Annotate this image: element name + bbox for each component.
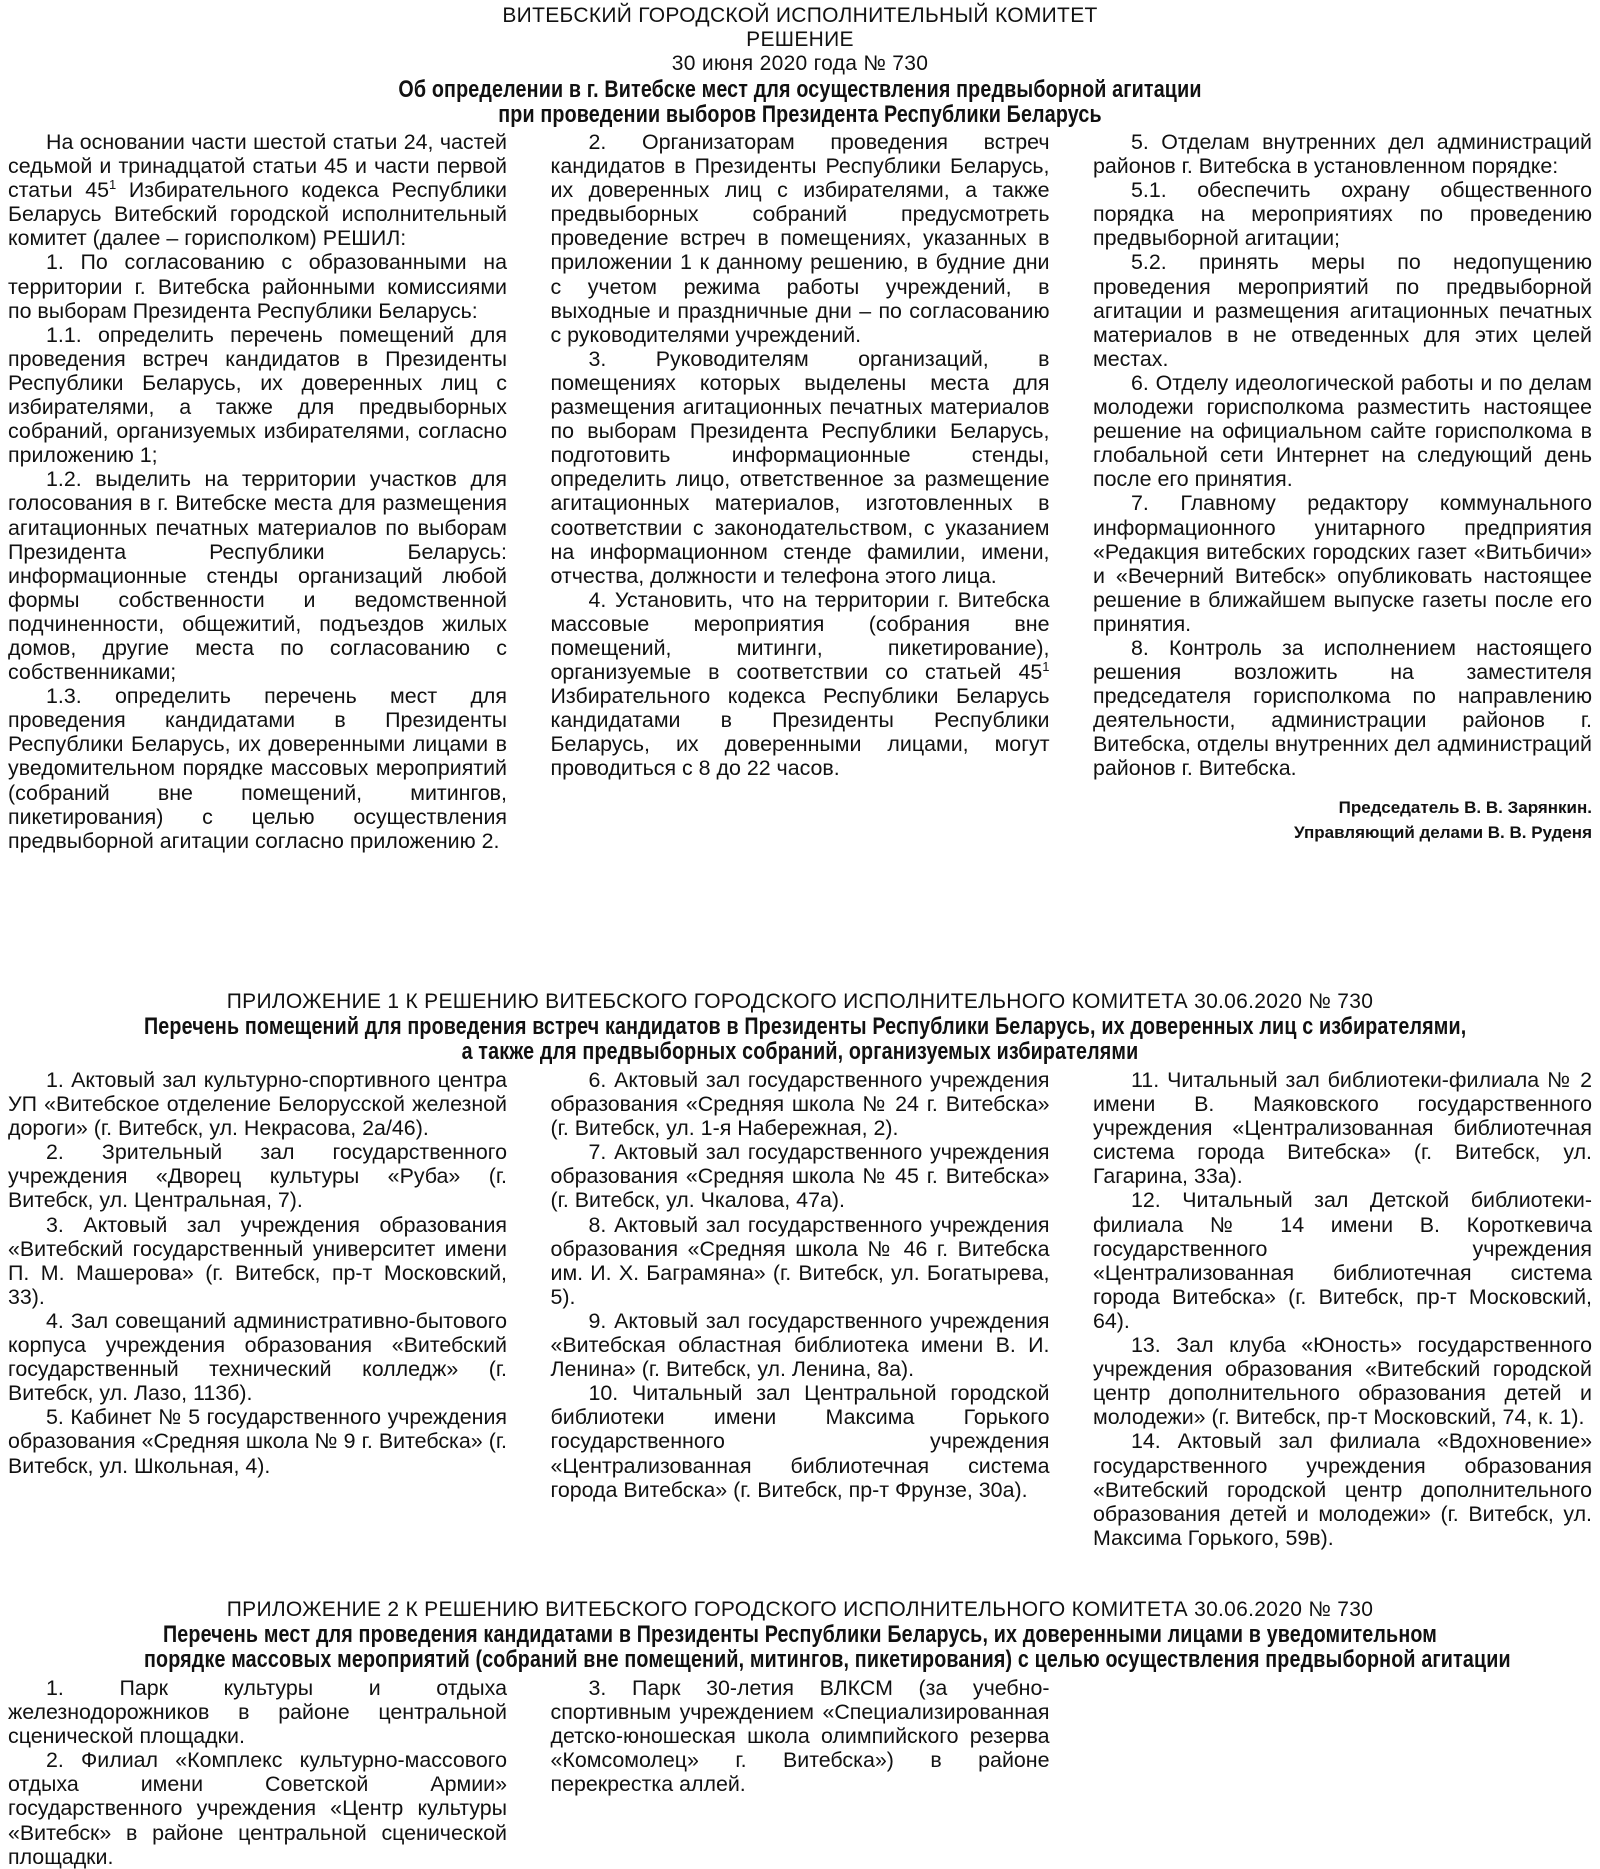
decision-title-line-2: при проведении выборов Президента Республики Беларусь (498, 101, 1102, 128)
list-item: 2. Филиал «Комплекс культурно-массового отдыха имени Советской Армии» государственного учреждения «Центр культуры «Витебск» в районе центральной сценической площадки. (8, 1748, 507, 1869)
decision-column-3 (1093, 130, 1592, 982)
list-item: 4. Зал совещаний административно-бытового корпуса учреждения образования «Витебский государственный технический колледж» (г. Витебск, ул. Лазо, 113б). (8, 1308, 507, 1406)
decision-item-4: 4. Установить, что на территории г. Витебска массовые мероприятия (собрания вне помещений, митинги, пикетирование), организуемые в соответствии со статьей $45^1$ Избирательного кодекса Республики Беларусь кандидатами в Президенты Республики Беларусь, их доверенными лицами, могут проводиться с 8 до 22 часов. (550, 587, 1050, 781)
list-item: 13. Зал клуба «Юность» государственного учреждения образования «Витебский городской центр дополнительного образования детей и молодежи» (г. Витебск, пр-т Московский, 74, к. 1). (1093, 1333, 1592, 1430)
appendix-1-title-line-2: а также для предвыборных собраний, организуемых избирателями (461, 1038, 1139, 1065)
list-item: 14. Актовый зал филиала «Вдохновение» государственного учреждения образования «Витебский городской центр дополнительного образования детей и молодежи» (г. Витебск, ул. Максима Горького, 59в). (1093, 1429, 1592, 1550)
appendix-2-header: ПРИЛОЖЕНИЕ 2 К РЕШЕНИЮ ВИТЕБСКОГО ГОРОДСКОГО ИСПОЛНИТЕЛЬНОГО КОМИТЕТА 30.06.2020 № 730 (226, 1598, 1374, 1621)
decision-column-1 (8, 130, 507, 982)
signature-chairman: Председатель В. В. Зарянкин. (1338, 797, 1592, 817)
list-item: 10. Читальный зал Центральной городской библиотеки имени Максима Горького государственного учреждения «Централизованная библиотечная система города Витебска» (г. Витебск, пр-т Фрунзе, 30а). (550, 1381, 1050, 1502)
list-item: 12. Читальный зал Детской библиотеки-филиала № 14 имени В. Короткевича государственного учреждения «Централизованная библиотечная система города Витебска» (г. Витебск, пр-т Московский, 64). (1093, 1188, 1592, 1333)
list-item: 1. Парк культуры и отдыха железнодорожников в районе центральной сценической площадки. (8, 1676, 507, 1749)
decision-column-2 (551, 130, 1050, 982)
decision-title-line-1: Об определении в г. Витебске мест для осуществления предвыборной агитации (398, 76, 1202, 103)
appendix-2-column-2 (551, 1676, 1050, 1832)
list-item: 6. Актовый зал государственного учреждения образования «Средняя школа № 24 г. Витебска» (г. Витебск, ул. 1-я Набережная, 2). (550, 1068, 1050, 1141)
decision-item-1: 1. По согласованию с образованными на территории г. Витебска районными комиссиями по выборам Президента Республики Беларусь: (8, 250, 507, 323)
decision-item-1-1: 1.1. определить перечень помещений для проведения встреч кандидатов в Президенты Республики Беларусь, их доверенных лиц с избирателями, а также для предвыборных собраний, организуемых избирателями, согласно приложению 1; (8, 322, 507, 468)
list-item: 9. Актовый зал государственного учреждения «Витебская областная библиотека имени В. И. Ленина» (г. Витебск, ул. Ленина, 8а). (550, 1308, 1050, 1382)
decision-header (0, 4, 1600, 76)
decision-body (8, 130, 1592, 982)
decision-item-3: 3. Руководителям организаций, в помещениях которых выделены места для размещения агитационных печатных материалов по выборам Президента Республики Беларусь, подготовить информационные стенды, определить лицо, ответственное за размещение агитационных материалов, изготовленных в соответствии с законодательством, с указанием на информационном стенде фамилии, имени, отчества, должности и телефона этого лица. (550, 346, 1050, 588)
decision-item-5-1: 5.1. обеспечить охрану общественного порядка на мероприятиях по проведению предвыборной агитации; (1093, 178, 1592, 251)
list-item: 7. Актовый зал государственного учреждения образования «Средняя школа № 45 г. Витебска» (г. Витебск, ул. Чкалова, 47а). (550, 1140, 1050, 1213)
signature-manager: Управляющий делами В. В. Руденя (1294, 822, 1592, 842)
decision-preamble: На основании части шестой статьи 24, частей седьмой и тринадцатой статьи 45 и части первой статьи $45^1$ Избирательного кодекса Республики Беларусь Витебский городской исполнительный комитет (далее – горисполком) РЕШИЛ: (8, 130, 507, 251)
date-number: 30 июня 2020 года № 730 (671, 52, 929, 75)
appendix-2-title-line-2: порядке массовых мероприятий (собраний вне помещений, митингов, пикетирования) с целью осуществления предвыборной агитации (144, 1646, 1511, 1673)
decision-item-7: 7. Главному редактору коммунального информационного унитарного предприятия «Редакция витебских городских газет «Витьбичи» и «Вечерний Витебск» опубликовать настоящее решение в ближайшем выпуске газеты после его принятия. (1093, 491, 1592, 636)
decision-item-6: 6. Отделу идеологической работы и по делам молодежи горисполкома разместить настоящее решение на официальном сайте горисполкома в глобальной сети Интернет на следующий день после его принятия. (1093, 370, 1592, 492)
list-item: 2. Зрительный зал государственного учреждения «Дворец культуры «Руба» (г. Витебск, ул. Центральная, 7). (8, 1140, 507, 1213)
document-type: РЕШЕНИЕ (746, 28, 854, 51)
appendix-1-body (8, 1068, 1592, 1592)
decision-item-5-2: 5.2. принять меры по недопущению проведения мероприятий по предвыборной агитации и размещения агитационных печатных материалов в не отведенных для этих целей местах. (1093, 250, 1592, 371)
decision-item-2: 2. Организаторам проведения встреч кандидатов в Президенты Республики Беларусь, их доверенных лиц с избирателями, а также предвыборных собраний предусмотреть проведение встреч в помещениях, указанных в приложении 1 к данному решению, в будние дни с учетом режима работы учреждений, в выходные и праздничные дни – по согласованию с руководителями учреждений. (550, 130, 1050, 347)
appendix-2-column-3 (1093, 1676, 1592, 1832)
appendix-1-column-1 (8, 1068, 507, 1592)
decision-title (0, 77, 1600, 127)
list-item: 3. Парк 30-летия ВЛКСМ (за учебно-спортивным учреждением «Специализированная детско-юношеская школа олимпийского резерва «Комсомолец» г. Витебска») в районе перекрестка аллей. (550, 1676, 1050, 1797)
appendix-2-title (0, 1622, 1600, 1672)
list-item: 1. Актовый зал культурно-спортивного центра УП «Витебское отделение Белорусской железной дороги» (г. Витебск, ул. Некрасова, 2а/46). (8, 1068, 507, 1141)
decision-item-1-2: 1.2. выделить на территории участков для голосования в г. Витебске места для размещения агитационных печатных материалов по выборам Президента Республики Беларусь: информационные стенды организаций любой формы собственности и ведомственной подчиненности, общежитий, подъездов жилых домов, другие места по согласованию с собственниками; (8, 467, 507, 685)
list-item: 5. Кабинет № 5 государственного учреждения образования «Средняя школа № 9 г. Витебска» (г. Витебск, ул. Школьная, 4). (8, 1405, 507, 1478)
appendix-1-header: ПРИЛОЖЕНИЕ 1 К РЕШЕНИЮ ВИТЕБСКОГО ГОРОДСКОГО ИСПОЛНИТЕЛЬНОГО КОМИТЕТА 30.06.2020 № 730 (226, 990, 1374, 1013)
appendix-1-title-line-1: Перечень помещений для проведения встреч кандидатов в Президенты Республики Беларусь, их доверенных лиц с избирателями, (144, 1013, 1467, 1040)
appendix-1-column-3 (1093, 1068, 1592, 1592)
decision-item-1-3: 1.3. определить перечень мест для проведения кандидатами в Президенты Республики Беларусь, их доверенными лицами в уведомительном порядке массовых мероприятий (собраний вне помещений, митингов, пикетирования) с целью осуществления предвыборной агитации согласно приложению 2. (8, 684, 507, 853)
list-item: 11. Читальный зал библиотеки-филиала № 2 имени В. Маяковского государственного учреждения «Централизованная библиотечная система города Витебска» (г. Витебск, ул. Гагарина, 33а). (1093, 1068, 1592, 1189)
appendix-1-title (0, 1014, 1600, 1064)
signature-block (1093, 795, 1592, 845)
authority-name: ВИТЕБСКИЙ ГОРОДСКОЙ ИСПОЛНИТЕЛЬНЫЙ КОМИТЕТ (502, 4, 1098, 27)
decision-item-5: 5. Отделам внутренних дел администраций районов г. Витебска в установленном порядке: (1093, 130, 1592, 179)
appendix-2-title-line-1: Перечень мест для проведения кандидатами в Президенты Республики Беларусь, их доверенными лицами в уведомительном (162, 1621, 1438, 1648)
appendix-2-column-1 (8, 1676, 507, 1869)
list-item: 8. Актовый зал государственного учреждения образования «Средняя школа № 46 г. Витебска им. И. Х. Баграмяна» (г. Витебск, ул. Богатырева, 5). (550, 1212, 1050, 1309)
appendix-1-column-2 (551, 1068, 1050, 1592)
list-item: 3. Актовый зал учреждения образования «Витебский государственный университет имени П. М. Машерова» (г. Витебск, пр-т Московский, 33). (8, 1212, 507, 1309)
decision-item-8: 8. Контроль за исполнением настоящего решения возложить на заместителя председателя горисполкома по направлению деятельности, администрации районов г. Витебска, отделы внутренних дел администраций районов г. Витебска. (1093, 635, 1592, 781)
appendix-2-body (8, 1676, 1592, 1869)
